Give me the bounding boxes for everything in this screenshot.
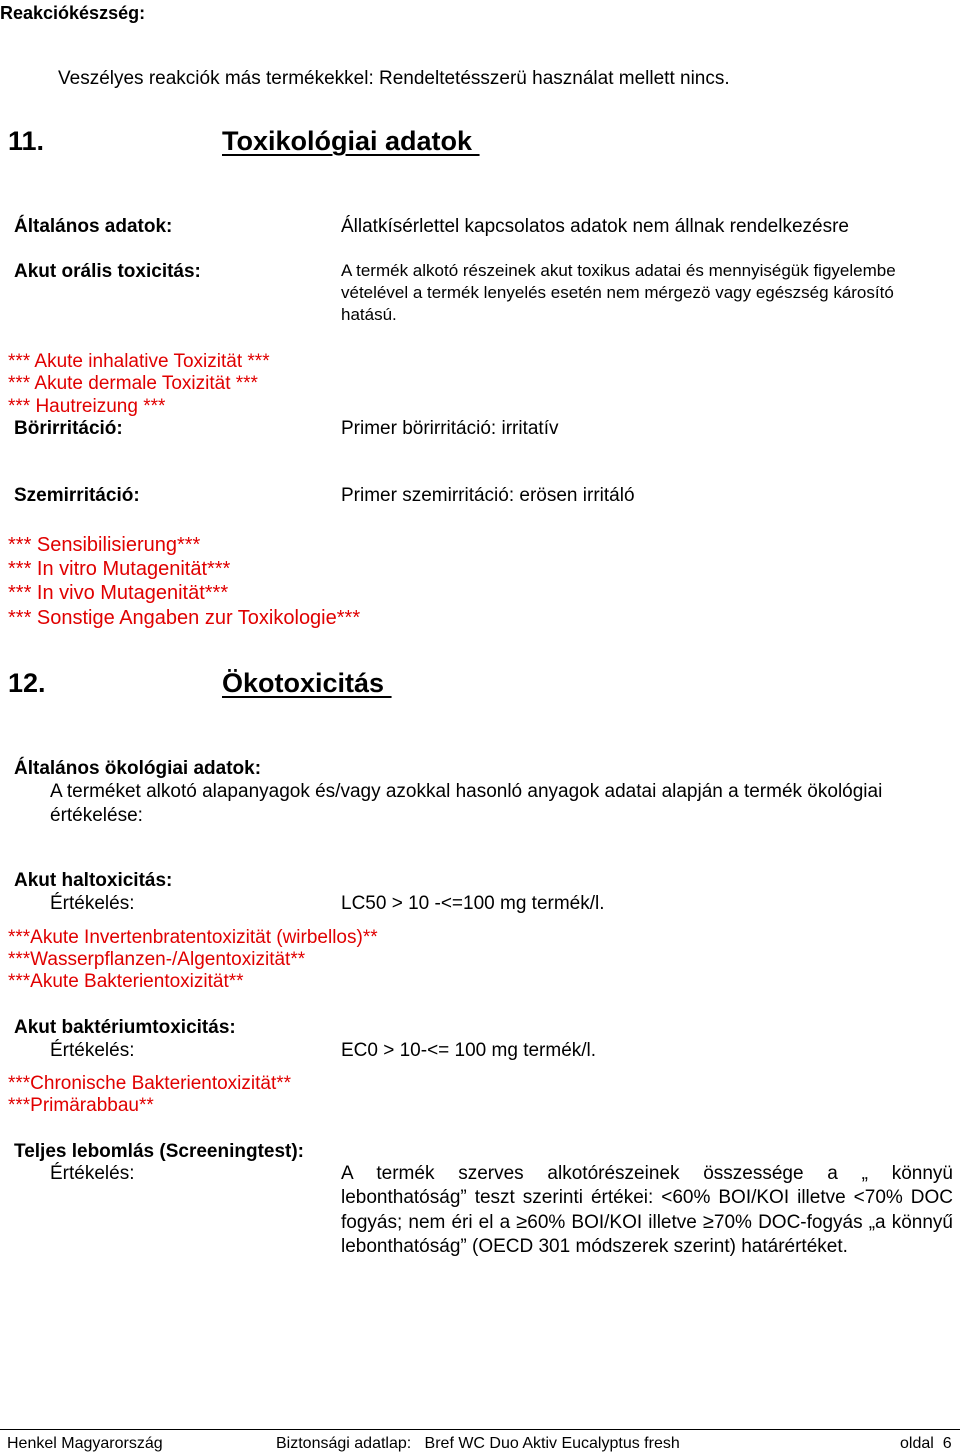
footer-company: Henkel Magyarország (7, 1435, 163, 1452)
sonstige-angaben-note: *** Sonstige Angaben zur Toxikologie*** (8, 607, 361, 629)
fish-toxicity-label: Akut haltoxicitás: (14, 870, 173, 891)
footer-document: Biztonsági adatlap: Bref WC Duo Aktiv Eucalyptus fresh (276, 1435, 680, 1452)
sensibilisierung-note: *** Sensibilisierung*** (8, 534, 201, 556)
section-11-title (222, 125, 480, 157)
oral-toxicity-value: A termék alkotó részeinek akut toxikus adatai és mennyiségük figyelembe vételével a termék lenyelés esetén nem mérgezö vagy egészség károsító hatású. (341, 261, 896, 324)
page-footer (0, 1429, 960, 1452)
section-11-number: 11. (8, 126, 45, 156)
general-data-value: Állatkísérlettel kapcsolatos adatok nem állnak rendelkezésre (341, 216, 849, 237)
degradation-text-part-2: 60% BOI/KOI illetve (527, 1212, 703, 1233)
degradation-text-part-3: 70% DOC-fogyás „a könnyű lebonthatóság” (OECD 301 módszerek szerint) határértéket. (341, 1212, 953, 1257)
skin-irritation-value: Primer börirritáció: irritatív (341, 418, 559, 439)
algae-toxicity-note: ***Wasserpflanzen-/Algentoxizität** (8, 949, 306, 970)
degradation-text-part-1: A termék szerves alkotórészeinek összessége a „ könnyü lebonthatóság” teszt szerinti értékei: <60% BOI/KOI illetve <70% DOC fogyás; nem éri el a (341, 1163, 953, 1233)
inhalative-toxicity-note: *** Akute inhalative Toxizität *** (8, 351, 270, 372)
bacteria-toxicity-note: ***Akute Bakterientoxizität** (8, 971, 244, 992)
fish-eval-value: LC50 > 10 -<=100 mg termék/l. (341, 893, 605, 914)
invertebrate-toxicity-note: ***Akute Invertenbratentoxizität (wirbellos)** (8, 927, 378, 948)
bacteria-toxicity-label: Akut baktériumtoxicitás: (14, 1017, 236, 1038)
degradation-eval-value (341, 1162, 953, 1259)
eye-irritation-value: Primer szemirritáció: erösen irritáló (341, 485, 635, 506)
primarabbau-note: ***Primärabbau** (8, 1095, 154, 1116)
in-vivo-note: *** In vivo Mutagenität*** (8, 582, 229, 604)
section-12-title-text: Ökotoxicitás (222, 668, 392, 698)
bacteria-eval-label: Értékelés: (50, 1040, 135, 1061)
reactivity-heading: Reakciókészség: (0, 3, 146, 23)
degradation-label: Teljes lebomlás (Screeningtest): (14, 1141, 305, 1162)
eco-data-value: A terméket alkotó alapanyagok és/vagy azokkal hasonló anyagok adatai alapján a termék ökológiai értékelése: (50, 781, 883, 826)
dermal-toxicity-note: *** Akute dermale Toxizität *** (8, 373, 258, 394)
footer-page-number: oldal 6 (900, 1435, 952, 1452)
skin-irritation-label: Börirritáció: (14, 418, 123, 439)
hautreizung-note: *** Hautreizung *** (8, 396, 166, 417)
section-12-number: 12. (8, 668, 46, 698)
oral-toxicity-label: Akut orális toxicitás: (14, 261, 201, 282)
chronic-bacteria-note: ***Chronische Bakterientoxizität** (8, 1073, 292, 1094)
bacteria-eval-value: EC0 > 10-<= 100 mg termék/l. (341, 1040, 597, 1061)
general-data-label: Általános adatok: (14, 216, 173, 237)
eco-data-label: Általános ökológiai adatok: (14, 758, 262, 779)
eye-irritation-label: Szemirritáció: (14, 485, 140, 506)
reactivity-text: Veszélyes reakciók más termékekkel: Rendeltetésszerü használat mellett nincs. (58, 68, 730, 89)
degradation-eval-label: Értékelés: (50, 1163, 135, 1184)
in-vitro-note: *** In vitro Mutagenität*** (8, 558, 231, 580)
section-12-title (222, 667, 392, 699)
greater-equal-symbol: ≥ (702, 1211, 714, 1233)
fish-eval-label: Értékelés: (50, 893, 135, 914)
greater-equal-symbol: ≥ (516, 1211, 528, 1233)
section-11-title-text: Toxikológiai adatok (222, 126, 480, 156)
